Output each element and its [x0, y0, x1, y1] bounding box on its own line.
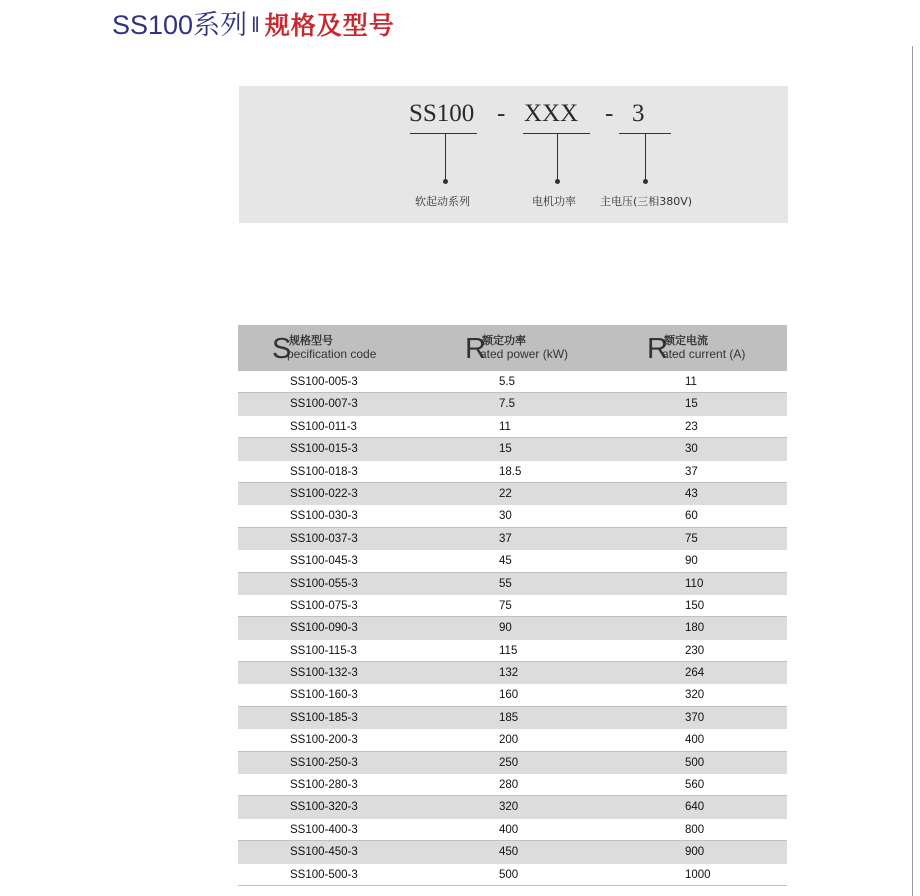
spec-table	[238, 325, 787, 886]
table-row	[238, 505, 787, 527]
cell-power: 18.5	[499, 465, 522, 478]
cell-code: SS100-450-3	[290, 846, 358, 859]
table-row	[238, 640, 787, 662]
cell-current: 60	[685, 510, 698, 523]
cell-current: 90	[685, 555, 698, 568]
table-row	[238, 707, 787, 729]
header-en: pecification code	[287, 347, 377, 361]
prefix-dot	[443, 179, 448, 184]
code-dash-1: -	[497, 100, 506, 127]
table-row	[238, 752, 787, 774]
table-row	[238, 729, 787, 751]
page-title	[112, 8, 395, 42]
model-code-diagram	[239, 86, 788, 223]
series-name: SS100系列	[112, 10, 248, 40]
cell-power: 450	[499, 846, 519, 859]
table-row	[238, 841, 787, 863]
cell-code: SS100-018-3	[290, 465, 358, 478]
label-series: 软起动系列	[415, 195, 470, 208]
cell-current: 15	[685, 398, 698, 411]
code-prefix: SS100	[409, 100, 475, 127]
cell-current: 1000	[685, 868, 711, 881]
table-row	[238, 416, 787, 438]
cell-code: SS100-015-3	[290, 443, 358, 456]
table-row	[238, 796, 787, 818]
cell-power: 200	[499, 734, 519, 747]
table-row	[238, 617, 787, 639]
cell-current: 75	[685, 532, 698, 545]
cell-power: 115	[499, 644, 518, 657]
header-en: ated current (A)	[662, 347, 746, 361]
power-dot	[555, 179, 560, 184]
cell-current: 37	[685, 465, 698, 478]
header-cn: 规格型号	[289, 334, 333, 347]
table-row	[238, 483, 787, 505]
cell-current: 640	[685, 801, 705, 814]
cell-code: SS100-132-3	[290, 667, 358, 680]
voltage-dot	[643, 179, 648, 184]
table-row	[238, 684, 787, 706]
table-row	[238, 573, 787, 595]
cell-code: SS100-320-3	[290, 801, 358, 814]
cell-code: SS100-400-3	[290, 823, 358, 836]
cell-current: 800	[685, 823, 705, 836]
label-voltage: 主电压(三相380V)	[600, 195, 693, 208]
table-body	[238, 371, 787, 886]
title-separator: ‖	[251, 14, 260, 37]
cell-code: SS100-005-3	[290, 376, 358, 388]
cell-code: SS100-160-3	[290, 689, 358, 702]
cell-power: 90	[499, 622, 512, 635]
cell-current: 900	[685, 846, 705, 859]
cell-code: SS100-055-3	[290, 577, 358, 590]
table-row	[238, 393, 787, 415]
cell-current: 370	[685, 711, 705, 724]
section-title: 规格及型号	[264, 12, 395, 40]
cell-power: 15	[499, 443, 512, 456]
cell-code: SS100-007-3	[290, 398, 358, 411]
header-cn: 额定功率	[482, 334, 526, 347]
cell-power: 7.5	[499, 398, 515, 411]
cell-power: 55	[499, 577, 512, 590]
code-voltage: 3	[632, 100, 645, 127]
table-header	[238, 325, 787, 371]
cell-power: 280	[499, 779, 519, 792]
prefix-underline	[410, 133, 477, 134]
cell-code: SS100-030-3	[290, 510, 358, 523]
cell-current: 264	[685, 667, 705, 680]
cell-current: 320	[685, 689, 705, 702]
cell-current: 500	[685, 756, 705, 769]
cell-code: SS100-200-3	[290, 734, 358, 747]
header-cn: 额定电流	[664, 334, 708, 347]
cell-current: 110	[685, 577, 704, 590]
cell-code: SS100-500-3	[290, 868, 358, 881]
voltage-leader	[645, 133, 646, 181]
cell-current: 400	[685, 734, 705, 747]
code-power: XXX	[524, 100, 579, 127]
right-border-line	[912, 46, 913, 896]
table-row	[238, 595, 787, 617]
table-row	[238, 774, 787, 796]
cell-code: SS100-037-3	[290, 532, 358, 545]
header-initial: R	[647, 333, 668, 365]
code-dash-2: -	[605, 100, 614, 127]
cell-current: 30	[685, 443, 698, 456]
cell-current: 230	[685, 644, 705, 657]
cell-current: 43	[685, 487, 698, 500]
cell-power: 5.5	[499, 376, 515, 388]
cell-code: SS100-280-3	[290, 779, 358, 792]
cell-power: 30	[499, 510, 512, 523]
cell-power: 400	[499, 823, 519, 836]
cell-current: 11	[685, 376, 697, 388]
cell-power: 185	[499, 711, 519, 724]
cell-current: 560	[685, 779, 705, 792]
table-row	[238, 819, 787, 841]
table-row	[238, 864, 787, 886]
header-initial: R	[465, 333, 486, 365]
cell-code: SS100-075-3	[290, 599, 358, 612]
cell-current: 180	[685, 622, 705, 635]
cell-current: 23	[685, 420, 698, 433]
prefix-leader	[445, 133, 446, 181]
cell-power: 45	[499, 555, 512, 568]
cell-power: 250	[499, 756, 519, 769]
cell-code: SS100-090-3	[290, 622, 358, 635]
table-row	[238, 662, 787, 684]
cell-code: SS100-115-3	[290, 644, 357, 657]
table-row	[238, 528, 787, 550]
header-en: ated power (kW)	[480, 347, 569, 361]
table-row	[238, 438, 787, 460]
cell-power: 160	[499, 689, 519, 702]
cell-code: SS100-045-3	[290, 555, 358, 568]
power-leader	[557, 133, 558, 181]
cell-code: SS100-185-3	[290, 711, 358, 724]
cell-power: 500	[499, 868, 519, 881]
cell-power: 320	[499, 801, 519, 814]
cell-power: 11	[499, 420, 511, 433]
cell-code: SS100-011-3	[290, 420, 357, 433]
cell-code: SS100-022-3	[290, 487, 358, 500]
cell-power: 37	[499, 532, 512, 545]
header-initial: S	[272, 333, 292, 365]
table-row	[238, 550, 787, 572]
cell-code: SS100-250-3	[290, 756, 358, 769]
cell-power: 132	[499, 667, 519, 680]
label-power: 电机功率	[532, 195, 576, 208]
cell-power: 22	[499, 487, 512, 500]
table-row	[238, 461, 787, 483]
table-row	[238, 371, 787, 393]
cell-power: 75	[499, 599, 512, 612]
cell-current: 150	[685, 599, 705, 612]
